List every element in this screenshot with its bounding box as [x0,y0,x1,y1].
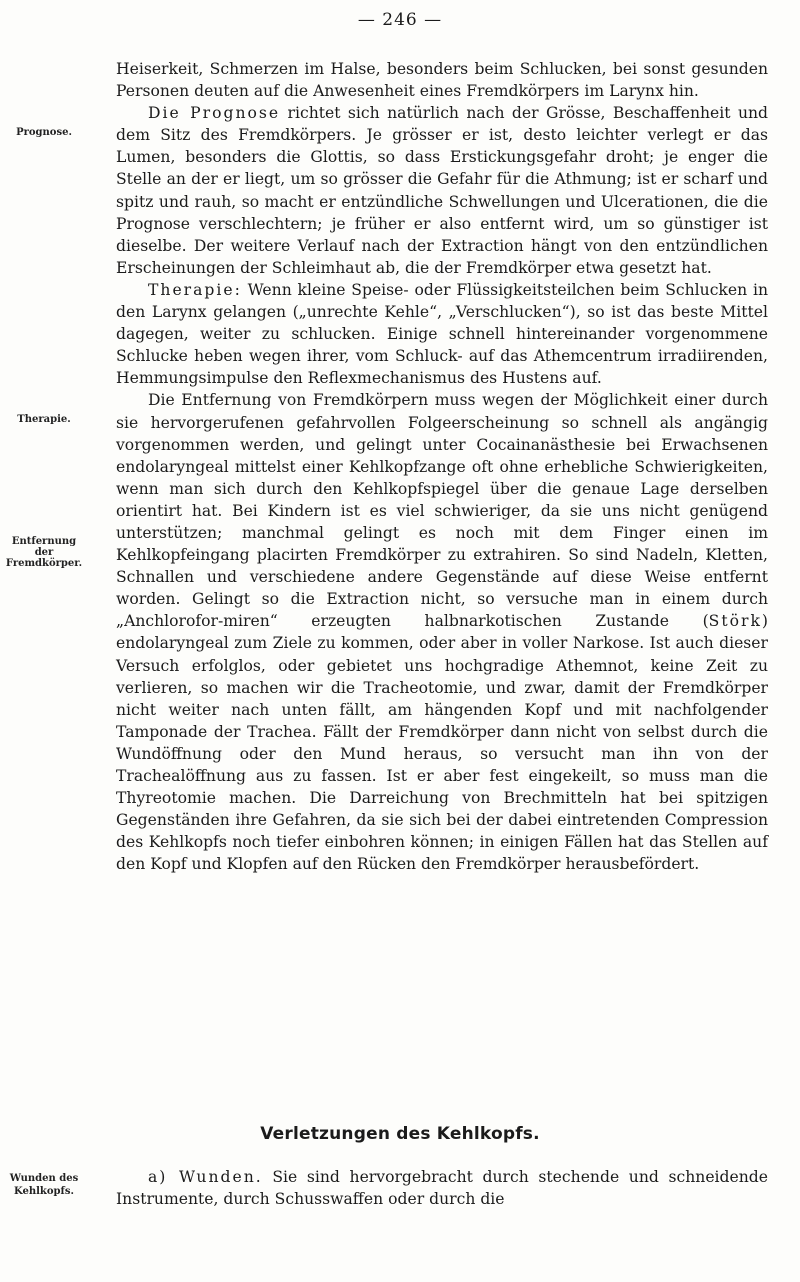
margin-note-entfernung-line2: der [34,547,54,558]
term-prognose: Die Prognose [148,104,281,123]
paragraph-prognose [116,102,768,279]
entfernung-text-2: ) endolaryngeal zum Ziele zu kommen, oder aber in voller Narkose. Ist auch dieser Versuch erfolglos, oder gebietet uns hochgradige Athemnot, keine Zeit zu verlieren, so machen wir die Tracheotomie, und zwar, damit der Fremdkörper nicht weiter nach unten fällt, am hängenden Kopf und mit nachfolgender Tamponade der Trachea. Fällt der Fremdkörper dann nicht von selbst durch die Wundöffnung oder den Mund heraus, so versucht man ihn von der Trachealöffnung aus zu fassen. Ist er aber fest eingekeilt, so muss man die Thyreotomie machen. Die Darreichung von Brechmitteln hat bei spitzigen Gegenständen ihre Gefahren, da sie sich bei der dabei eintretenden Compression des Kehlkopfs noch tiefer einbohren können; in einigen Fällen hat das Stellen auf den Kopf und Klopfen auf den Rücken den Fremdkörper herausbefördert. [116,612,768,874]
margin-note-wunden-line2: Kehlkopfs. [14,1186,74,1197]
margin-note-entfernung-line1: Entfernung [11,536,77,547]
section-heading: Verletzungen des Kehlkopfs. [260,1124,540,1144]
page-number: — 246 — [357,10,443,30]
margin-note-therapie: Therapie. [17,414,71,425]
margin-note-prognose: Prognose. [16,127,72,138]
prognose-text: richtet sich natürlich nach der Grösse, Beschaffenheit und dem Sitz des Fremdkörpers. Je grösser er ist, desto leichter verlegt er das Lumen, besonders die Glottis, so dass Erstickungsgefahr droht; je enger die Stelle an der er liegt, um so grösser die Gefahr für die Athmung; ist er scharf und spitz und rauh, so macht er entzündliche Schwellungen und Ulcerationen, die die Prognose verschlechtern; je früher er also entfernt wird, um so günstiger ist dieselbe. Der weitere Verlauf nach der Extraction hängt von den entzündlichen Erscheinungen der Schleimhaut ab, die der Fremdkörper etwa gesetzt hat. [116,104,769,277]
paragraph-intro: Heiserkeit, Schmerzen im Halse, besonders beim Schlucken, bei sonst gesunden Personen deuten auf die Anwesenheit eines Fremdkörpers im Larynx hin. [116,60,768,101]
margin-note-wunden-line1: Wunden des [9,1173,79,1184]
paragraph-therapie [116,279,768,389]
therapie-text: Wenn kleine Speise- oder Flüssigkeitsteilchen beim Schlucken in den Larynx gelangen („unrechte Kehle“, „Verschlucken“), so ist das beste Mittel dagegen, weiter zu schlucken. Einige schnell hintereinander vorgenommene Schlucke heben wegen ihrer, vom Schluck- auf das Athemcentrum irradiirenden, Hemmungsimpulse den Reflexmechanismus des Hustens auf. [116,280,768,388]
main-text [116,58,768,875]
wunden-block [116,1166,768,1210]
term-wunden: a) Wunden. [148,1168,263,1186]
entfernung-text-1: Die Entfernung von Fremdkörpern muss wegen der Möglichkeit einer durch sie hervorgerufenen gefahrvollen Folgeerscheinung so schnell als angängig vorgenommen werden, und gelingt unter Cocainanästhesie bei Erwachsenen endolaryngeal mittelst einer Kehlkopfzange oft ohne erhebliche Schwierigkeiten, wenn man sich durch den Kehlkopfspiegel über die genaue Lage derselben orientirt hat. Bei Kindern ist es viel schwieriger, da sie uns nicht genügend unterstützen; manchmal gelingt es noch mit dem Finger einen im Kehlkopfeingang placirten Fremdkörper zu extrahiren. So sind Nadeln, Kletten, Schnallen und verschiedene andere Gegenstände auf diese Weise entfernt worden. Gelingt so die Extraction nicht, so versuche man in einem durch „Anchlorofor-miren“ erzeugten halbnarkotischen Zustande ( [116,391,768,631]
paragraph-entfernung [116,389,768,875]
paragraph-wunden [116,1166,768,1210]
author-stoerk: Störk [708,612,762,631]
margin-note-entfernung-line3: Fremdkörper. [5,558,83,569]
margin-note-entfernung [2,535,86,570]
wunden-text: Sie sind hervorgebracht durch stechende und schneidende Instrumente, durch Schusswaffen oder durch die [116,1168,769,1209]
term-therapie: Therapie: [148,280,242,299]
margin-note-wunden [2,1172,86,1198]
